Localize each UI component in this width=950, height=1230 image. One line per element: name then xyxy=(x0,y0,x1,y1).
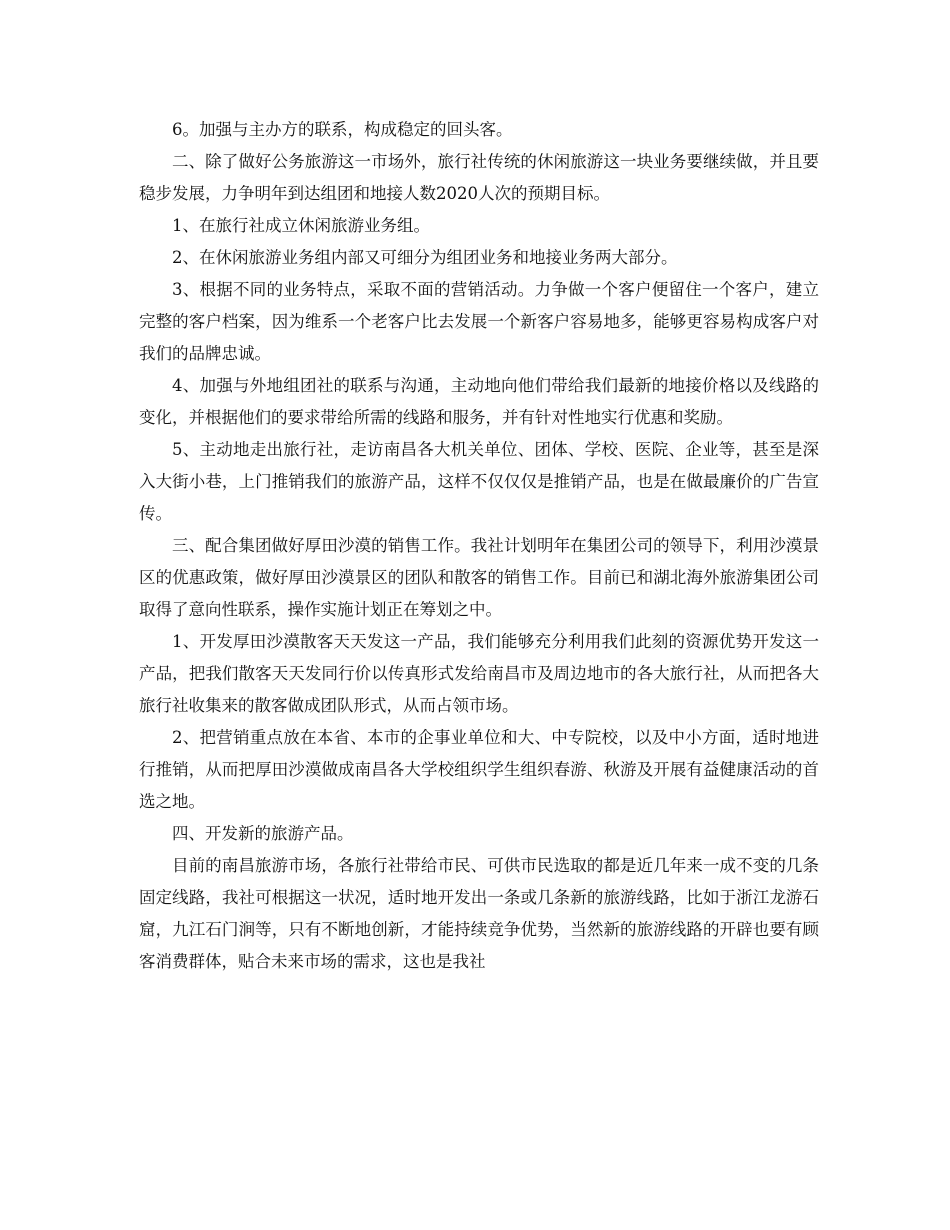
paragraph: 三、配合集团做好厚田沙漠的销售工作。我社计划明年在集团公司的领导下，利用沙漠景区的优惠政策，做好厚田沙漠景区的团队和散客的销售工作。目前已和湖北海外旅游集团公司取得了意向性联系，操作实施计划正在筹划之中。 xyxy=(139,536,819,619)
paragraph: 5、主动地走出旅行社，走访南昌各大机关单位、团体、学校、医院、企业等，甚至是深入大街小巷，上门推销我们的旅游产品，这样不仅仅仅是推销产品，也是在做最廉价的广告宣传。 xyxy=(139,440,819,523)
paragraph: 1、开发厚田沙漠散客天天发这一产品，我们能够充分利用我们此刻的资源优势开发这一产品，把我们散客天天发同行价以传真形式发给南昌市及周边地市的各大旅行社，从而把各大旅行社收集来的散客做成团队形式，从而占领市场。 xyxy=(139,632,819,715)
paragraph: 4、加强与外地组团社的联系与沟通，主动地向他们带给我们最新的地接价格以及线路的变化，并根据他们的要求带给所需的线路和服务，并有针对性地实行优惠和奖励。 xyxy=(139,376,819,427)
paragraph: 3、根据不同的业务特点，采取不面的营销活动。力争做一个客户便留住一个客户，建立完整的客户档案，因为维系一个老客户比去发展一个新客户容易地多，能够更容易构成客户对我们的品牌忠诚。 xyxy=(139,280,819,363)
paragraph: 1、在旅行社成立休闲旅游业务组。 xyxy=(172,216,430,235)
document-body xyxy=(139,114,819,978)
paragraph: 二、除了做好公务旅游这一市场外，旅行社传统的休闲旅游这一块业务要继续做，并且要稳步发展，力争明年到达组团和地接人数2020人次的预期目标。 xyxy=(139,152,819,203)
paragraph: 2、把营销重点放在本省、本市的企事业单位和大、中专院校，以及中小方面，适时地进行推销，从而把厚田沙漠做成南昌各大学校组织学生组织春游、秋游及开展有益健康活动的首选之地。 xyxy=(139,728,819,811)
paragraph: 目前的南昌旅游市场，各旅行社带给市民、可供市民选取的都是近几年来一成不变的几条固定线路，我社可根据这一状况，适时地开发出一条或几条新的旅游线路，比如于浙江龙游石窟，九江石门涧等，只有不断地创新，才能持续竞争优势，当然新的旅游线路的开辟也要有顾客消费群体，贴合未来市场的需求，这也是我社 xyxy=(139,856,819,971)
paragraph: 四、开发新的旅游产品。 xyxy=(172,824,354,843)
paragraph: 2、在休闲旅游业务组内部又可细分为组团业务和地接业务两大部分。 xyxy=(172,248,678,267)
paragraph: 6。加强与主办方的联系，构成稳定的回头客。 xyxy=(172,120,513,139)
